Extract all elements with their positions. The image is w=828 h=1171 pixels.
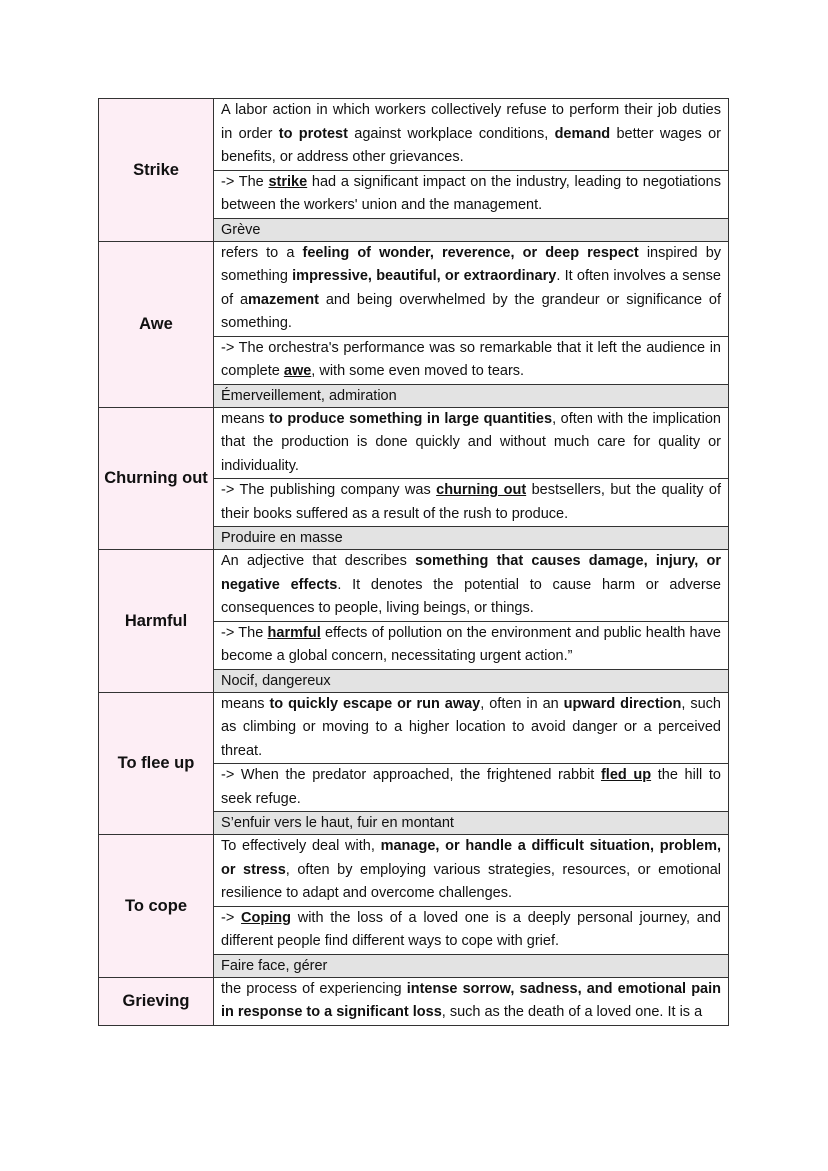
definition-cell	[214, 407, 729, 479]
example-text: the hill to seek refuge.	[221, 767, 721, 807]
vocabulary-table	[98, 98, 729, 1026]
definition-text: , often by employing various strategies, resources, or emotional resilience to adapt and overcome challenges.	[221, 861, 721, 901]
definition-text: , often with the implication that the production is done quickly and without much care for quality or individuality.	[221, 410, 721, 474]
definition-text: means	[221, 695, 270, 712]
definition-text: refers to a	[221, 244, 303, 261]
term-cell: Churning out	[99, 407, 214, 550]
table-row	[99, 835, 729, 907]
definition-cell	[214, 99, 729, 171]
definition-text: . It often involves a sense of a	[221, 268, 722, 308]
definition-text: better wages or benefits, or address other grievances.	[221, 125, 721, 165]
definition-text: . It denotes the potential to cause harm or adverse consequences to people, living beings, or things.	[221, 576, 721, 616]
definition-bold-text: mazement	[248, 291, 319, 308]
definition-bold-text: impressive, beautiful, or extraordinary	[292, 268, 557, 284]
definition-cell	[214, 241, 729, 336]
example-text: , with some even moved to tears.	[311, 363, 525, 379]
definition-text: An adjective that describes	[221, 553, 416, 569]
translation-cell: Émerveillement, admiration	[214, 384, 729, 407]
example-cell	[214, 170, 729, 218]
definition-cell	[214, 835, 729, 907]
example-text: -> The orchestra's performance was so remarkable that it left the audience in complete	[221, 339, 721, 379]
term-cell: Strike	[99, 99, 214, 242]
definition-cell	[214, 692, 729, 764]
translation-cell: Grève	[214, 218, 729, 241]
example-text: had a significant impact on the industry, leading to negotiations between the workers' union and the management.	[221, 173, 721, 213]
translation-cell: S’enfuir vers le haut, fuir en montant	[214, 812, 729, 835]
definition-bold-text: something that causes damage, injury, or negative effects	[221, 553, 721, 593]
definition-text: , often in an	[480, 695, 564, 712]
definition-text: A labor action in which workers collectively refuse to perform their job duties in order	[221, 102, 721, 142]
term-cell: Harmful	[99, 550, 214, 693]
definition-bold-text: feeling of wonder, reverence, or deep respect	[302, 244, 639, 261]
definition-text: To effectively deal with,	[221, 838, 381, 854]
definition-text: and being overwhelmed by the grandeur or significance of something.	[221, 291, 721, 331]
example-highlight-word: awe	[283, 363, 312, 379]
definition-bold-text: to produce something in large quantities	[269, 410, 553, 427]
example-text: ->	[221, 909, 242, 926]
translation-cell: Faire face, gérer	[214, 954, 729, 977]
example-cell	[214, 479, 729, 527]
definition-bold-text: upward direction	[563, 695, 682, 712]
term-cell: Awe	[99, 241, 214, 407]
example-highlight-word: churning out	[436, 482, 527, 498]
definition-text: means	[221, 410, 270, 427]
table-row	[99, 550, 729, 622]
table-row	[99, 407, 729, 479]
term-cell: Grieving	[99, 977, 214, 1025]
definition-bold-text: intense sorrow, sadness, and emotional pain in response to a significant loss	[221, 980, 721, 1020]
vocabulary-table-body	[99, 99, 729, 1026]
definition-text: , such as climbing or moving to a higher location to avoid danger or a perceived threat.	[221, 695, 721, 759]
example-text: -> The	[221, 173, 269, 190]
term-cell: To cope	[99, 835, 214, 978]
example-text: -> The	[221, 624, 268, 641]
example-highlight-word: harmful	[267, 624, 321, 641]
translation-cell: Nocif, dangereux	[214, 669, 729, 692]
example-highlight-word: Coping	[241, 909, 291, 926]
table-row	[99, 241, 729, 336]
example-text: -> The publishing company was	[221, 482, 437, 498]
example-text: bestsellers, but the quality of their books suffered as a result of the rush to produce.	[221, 482, 722, 522]
definition-text: against workplace conditions,	[347, 125, 555, 142]
translation-cell: Produire en masse	[214, 527, 729, 550]
definition-bold-text: to protest	[278, 125, 348, 142]
definition-cell	[214, 977, 729, 1025]
definition-cell	[214, 550, 729, 622]
definition-bold-text: demand	[554, 125, 611, 142]
definition-text: the process of experiencing	[221, 980, 407, 997]
example-cell	[214, 621, 729, 669]
example-cell	[214, 906, 729, 954]
term-cell: To flee up	[99, 692, 214, 835]
definition-text: , such as the death of a loved one. It is a	[441, 1004, 703, 1020]
example-highlight-word: strike	[268, 173, 308, 190]
table-row	[99, 692, 729, 764]
definition-bold-text: to quickly escape or run away	[269, 695, 481, 712]
example-text: -> When the predator approached, the frightened rabbit	[221, 767, 601, 783]
table-row	[99, 977, 729, 1025]
example-text: effects of pollution on the environment and public health have become a global concern, necessitating urgent action.”	[221, 624, 721, 664]
example-highlight-word: fled up	[600, 767, 652, 783]
example-cell	[214, 336, 729, 384]
example-cell	[214, 764, 729, 812]
definition-text: inspired by something	[221, 244, 722, 284]
table-row	[99, 99, 729, 171]
example-text: with the loss of a loved one is a deeply personal journey, and different people find different ways to cope with grief.	[221, 909, 721, 949]
definition-bold-text: manage, or handle a difficult situation, problem, or stress	[221, 838, 721, 878]
